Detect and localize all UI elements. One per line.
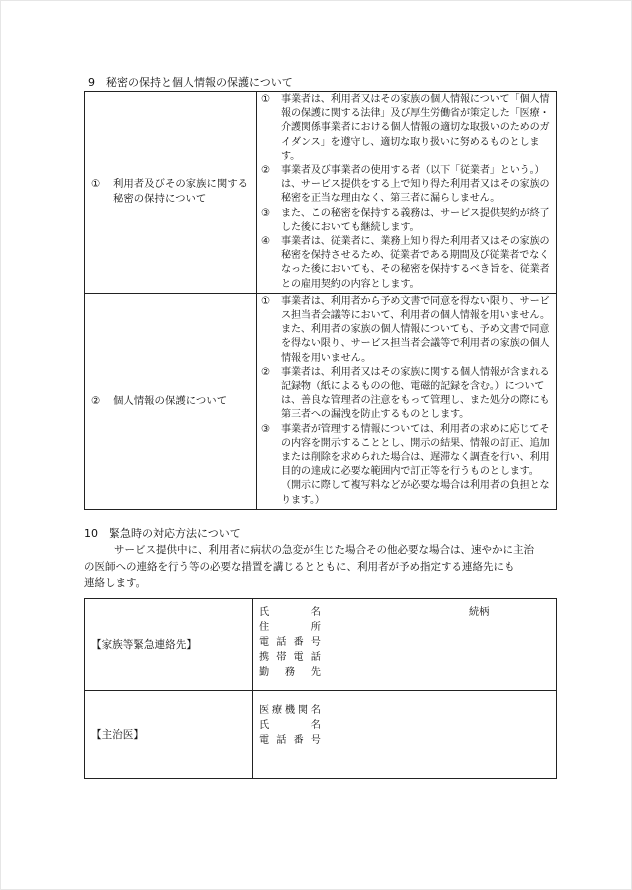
item-num: ② [261,165,270,177]
family-contact-label: 【家族等緊急連絡先】 [85,599,253,691]
item-text: 事業者及び事業者の使用する者（以下「従業者」という。）は、サービス提供をする上で知り得た利用者又はその家族の秘密を正当な理由なく、第三者に漏らしません。 [281,165,550,205]
list-item [261,235,553,292]
field-address [259,620,556,635]
secrecy-label-cell [85,92,257,294]
relation-label: 続柄 [469,607,490,618]
field-label: 電話番号 [259,735,321,746]
list-item [261,366,553,423]
secrecy-items-cell [257,92,557,294]
field-label: 勤務先 [259,667,321,678]
family-contact-row [85,599,557,691]
family-contact-fields [253,599,556,680]
paragraph-line: サービス提供中に、利用者に病状の急変が生じた場合その他必要な場合は、速やかに主治 [114,544,534,556]
list-item [261,207,553,235]
list-item [261,423,553,508]
list-item [261,164,553,207]
protection-label-line: 個人情報の保護について [113,394,228,407]
field-name [259,718,556,733]
item-num: ① [261,94,270,105]
privacy-row-secrecy [85,92,557,294]
section10-heading: 10 緊急時の対応方法について [84,527,241,540]
field-label: 携帯電話 [259,652,321,663]
doctor-fields-cell [253,691,557,779]
secrecy-label-line: 秘密の保持について [113,193,207,206]
family-contact-fields-cell [253,599,557,691]
item-text: 事業者は、従業者に、業務上知り得た利用者又はその家族の秘密を保持させるため、従業者である期間及び従業者でなくなった後においても、その秘密を保持するべき旨を、従業者との雇用契約の内容とします。 [281,236,550,290]
secrecy-label-line: 利用者及びその家族に関する [113,178,249,191]
protection-items [257,294,556,509]
privacy-table [84,91,557,510]
section9-heading: 9 秘密の保持と個人情報の保護について [88,76,293,89]
item-text: 事業者が管理する情報については、利用者の求めに応じてその内容を開示することとし、開示の結果、情報の訂正、追加または削除を求められた場合は、遅滞なく調査を行い、利用目的の達成に必要な範囲内で訂正等を行うものとします。（開示に際して複写料などが必要な場合は利用者の負担となります。） [281,423,550,506]
paragraph-line: 連絡します。 [84,577,147,589]
secrecy-label-num: ① [91,178,101,191]
item-num: ④ [261,236,270,248]
item-text: また、この秘密を保持する義務は、サービス提供契約が終了した後においても継続します。 [281,207,550,233]
field-mobile [259,650,556,665]
item-num: ③ [261,423,270,435]
protection-label-cell [85,293,257,509]
item-num: ① [261,295,270,307]
emergency-paragraph [84,542,556,592]
doctor-row [85,691,557,779]
item-text: 事業者は、利用者から予め文書で同意を得ない限り、サービス担当者会議等において、利用者の個人情報を用いません。また、利用者の家族の個人情報についても、予め文書で同意を得ない限り、サービス担当者会議等で利用者の家族の個人情報を用いません。 [281,295,550,364]
doctor-fields [253,691,556,748]
field-label: 電話番号 [259,637,321,648]
field-label: 医療機関名 [259,705,321,716]
doctor-label: 【主治医】 [85,691,253,779]
list-item [261,93,553,164]
field-label: 氏名 [259,607,321,618]
privacy-row-protection [85,293,557,509]
protection-label-num: ② [91,394,101,407]
field-label: 氏名 [259,720,321,731]
item-num: ③ [261,207,270,219]
secrecy-items [257,92,556,293]
contact-table [84,598,557,779]
item-text: 事業者は、利用者又はその家族の個人情報について「個人情報の保護に関する法律」及び厚生労働省が策定した「医療・介護関係事業者における個人情報の適切な取扱いのためのガイダンス」を遵守し、適切な取り扱いに努めるものとします。 [281,94,550,162]
protection-items-cell [257,293,557,509]
field-workplace [259,665,556,680]
item-num: ② [261,366,270,378]
item-text: 事業者は、利用者又はその家族に関する個人情報が含まれる記録物（紙によるものの他、電磁的記録を含む。）については、善良な管理者の注意をもって管理し、また処分の際にも第三者への漏洩を防止するものとします。 [281,366,550,421]
field-institution [259,703,556,718]
list-item [261,295,553,366]
field-name [259,605,556,620]
field-phone [259,635,556,650]
paragraph-line: の医師への連絡を行う等の必要な措置を講じるとともに、利用者が予め指定する連絡先にも [84,560,515,573]
field-phone [259,733,556,748]
field-label: 住所 [259,622,321,633]
